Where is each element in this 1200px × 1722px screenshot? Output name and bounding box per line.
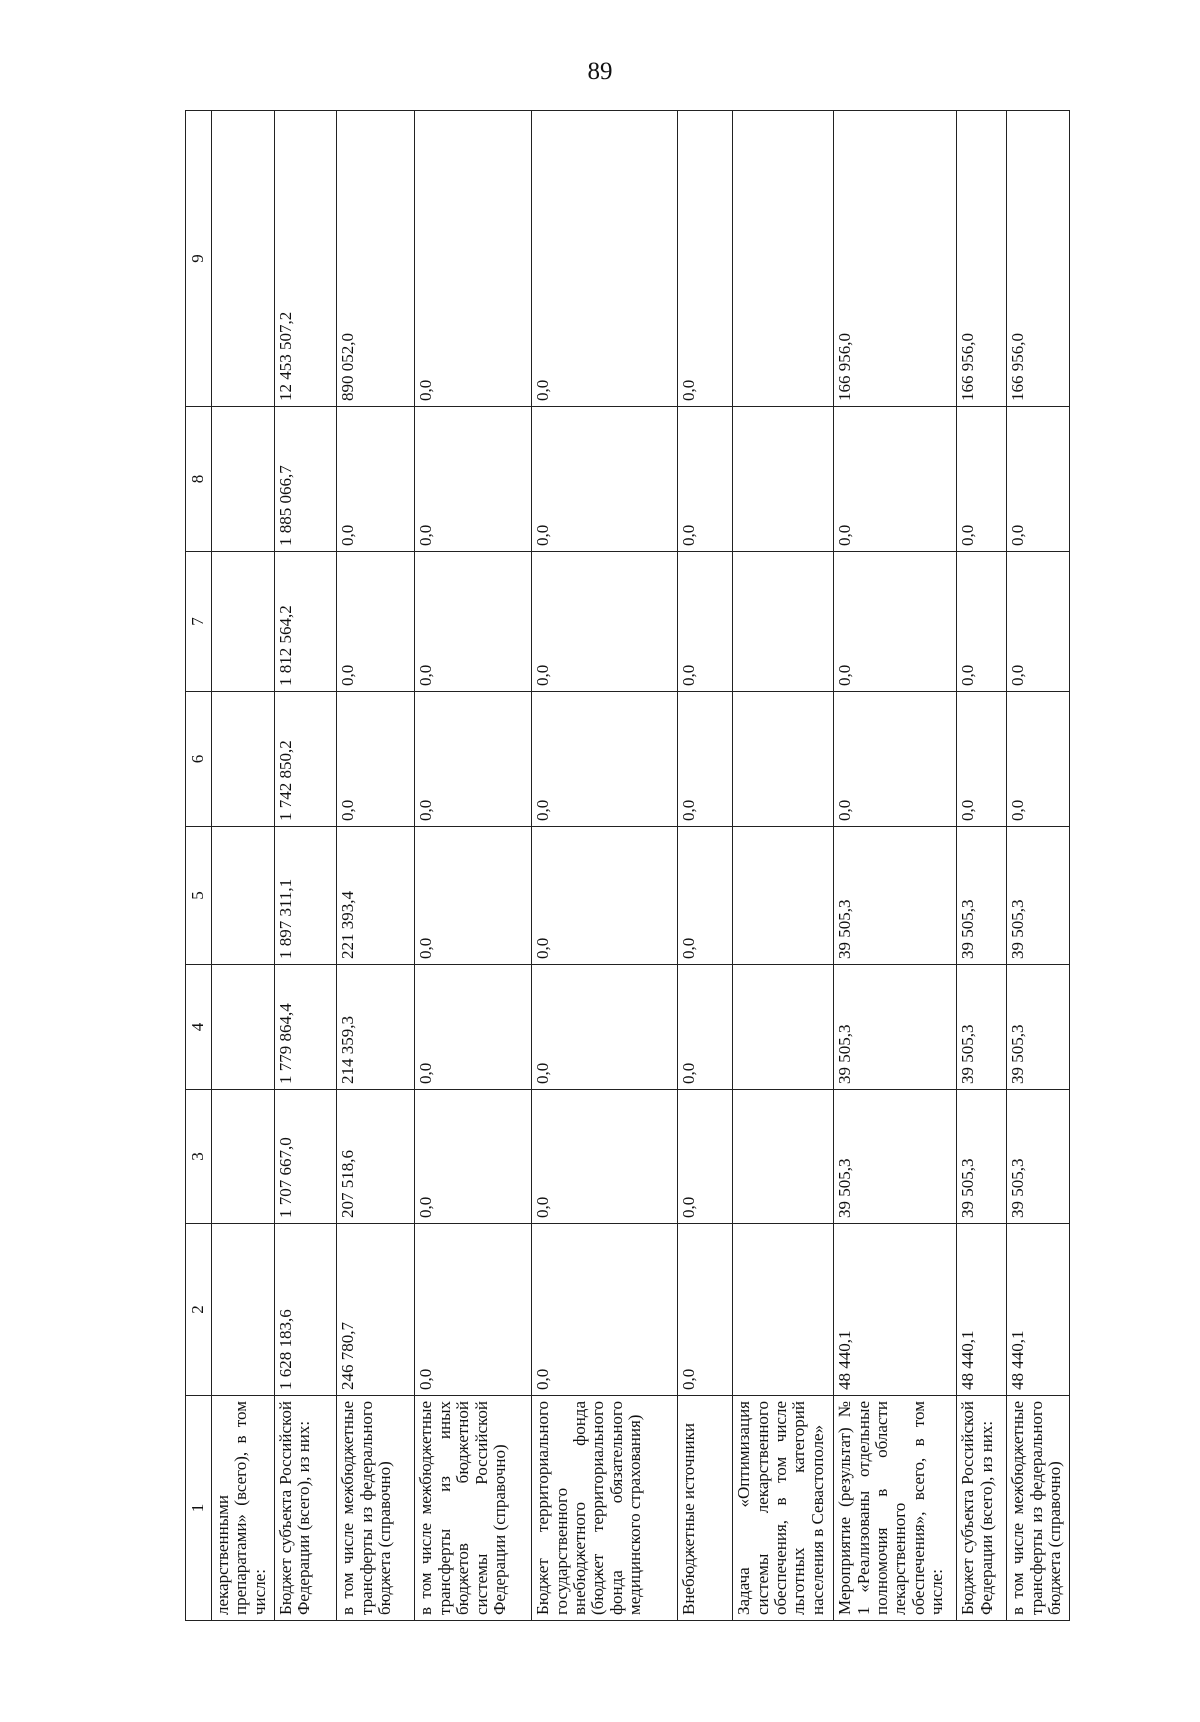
row-label: лекарственными препаратами» (всего), в том числе:	[212, 1396, 275, 1621]
value-cell: 0,0	[678, 111, 733, 407]
value-cell: 0,0	[957, 692, 1007, 827]
value-cell: 0,0	[532, 552, 678, 692]
table-row	[834, 111, 957, 1621]
value-cell: 39 505,3	[1007, 965, 1070, 1090]
header-cell: 2	[186, 1224, 212, 1396]
value-cell: 0,0	[532, 111, 678, 407]
header-cell: 6	[186, 692, 212, 827]
value-cell: 39 505,3	[957, 965, 1007, 1090]
value-cell: 0,0	[337, 407, 415, 552]
value-cell: 0,0	[532, 407, 678, 552]
financing-table	[185, 110, 1070, 1621]
header-cell: 4	[186, 965, 212, 1090]
value-cell	[212, 1090, 275, 1224]
value-cell: 0,0	[415, 1224, 532, 1396]
value-cell: 1 897 311,1	[274, 827, 337, 965]
value-cell: 0,0	[678, 827, 733, 965]
value-cell: 0,0	[532, 827, 678, 965]
value-cell: 0,0	[1007, 692, 1070, 827]
value-cell	[212, 1224, 275, 1396]
row-label: Мероприятие (результат) № 1 «Реализованы отдельные полномочия в области лекарственного обеспечения», всего, в том числе:	[834, 1396, 957, 1621]
value-cell	[733, 692, 834, 827]
row-label: в том числе межбюджетные трансферты из федерального бюджета (справочно)	[1007, 1396, 1070, 1621]
table-row	[1007, 111, 1070, 1621]
value-cell: 0,0	[532, 692, 678, 827]
value-cell: 0,0	[415, 407, 532, 552]
value-cell	[733, 1090, 834, 1224]
header-cell: 9	[186, 111, 212, 407]
value-cell	[212, 111, 275, 407]
header-cell: 1	[186, 1396, 212, 1621]
value-cell	[733, 965, 834, 1090]
value-cell: 0,0	[678, 965, 733, 1090]
value-cell	[733, 1224, 834, 1396]
value-cell: 0,0	[678, 552, 733, 692]
value-cell	[733, 552, 834, 692]
value-cell: 48 440,1	[1007, 1224, 1070, 1396]
value-cell: 39 505,3	[957, 827, 1007, 965]
header-cell: 7	[186, 552, 212, 692]
value-cell: 1 812 564,2	[274, 552, 337, 692]
value-cell	[212, 552, 275, 692]
row-label: Бюджет субъекта Российской Федерации (всего), из них:	[957, 1396, 1007, 1621]
value-cell: 221 393,4	[337, 827, 415, 965]
value-cell: 0,0	[337, 692, 415, 827]
table-row	[678, 111, 733, 1621]
value-cell: 207 518,6	[337, 1090, 415, 1224]
header-cell: 5	[186, 827, 212, 965]
value-cell: 214 359,3	[337, 965, 415, 1090]
value-cell: 0,0	[678, 1224, 733, 1396]
row-label: Задача «Оптимизация системы лекарственного обеспечения, в том числе льготных категорий населения в Севастополе»	[733, 1396, 834, 1621]
header-cell: 3	[186, 1090, 212, 1224]
value-cell	[733, 827, 834, 965]
value-cell: 0,0	[834, 692, 957, 827]
page-number: 89	[587, 58, 613, 85]
value-cell: 0,0	[532, 1224, 678, 1396]
value-cell: 0,0	[957, 552, 1007, 692]
value-cell: 0,0	[532, 965, 678, 1090]
value-cell: 0,0	[678, 407, 733, 552]
row-label: в том числе межбюджетные трансферты из иных бюджетов бюджетной системы Российской Федерации (справочно)	[415, 1396, 532, 1621]
value-cell	[212, 965, 275, 1090]
table-row	[212, 111, 275, 1621]
row-label: Внебюджетные источники	[678, 1396, 733, 1621]
value-cell: 0,0	[834, 407, 957, 552]
value-cell: 0,0	[1007, 407, 1070, 552]
value-cell: 0,0	[337, 552, 415, 692]
value-cell	[212, 692, 275, 827]
value-cell: 39 505,3	[834, 827, 957, 965]
value-cell: 1 628 183,6	[274, 1224, 337, 1396]
value-cell: 0,0	[532, 1090, 678, 1224]
value-cell: 48 440,1	[834, 1224, 957, 1396]
rotated-table-container	[185, 111, 1070, 1621]
value-cell: 166 956,0	[957, 111, 1007, 407]
table-row	[337, 111, 415, 1621]
value-cell: 166 956,0	[1007, 111, 1070, 407]
value-cell: 0,0	[415, 552, 532, 692]
value-cell: 246 780,7	[337, 1224, 415, 1396]
value-cell: 1 779 864,4	[274, 965, 337, 1090]
value-cell: 0,0	[957, 407, 1007, 552]
table-row	[957, 111, 1007, 1621]
value-cell	[733, 407, 834, 552]
value-cell: 1 707 667,0	[274, 1090, 337, 1224]
header-cell: 8	[186, 407, 212, 552]
value-cell: 48 440,1	[957, 1224, 1007, 1396]
row-label: в том числе межбюджетные трансферты из федерального бюджета (справочно)	[337, 1396, 415, 1621]
value-cell: 39 505,3	[834, 1090, 957, 1224]
value-cell: 890 052,0	[337, 111, 415, 407]
value-cell: 0,0	[415, 692, 532, 827]
value-cell: 0,0	[834, 552, 957, 692]
table-row	[733, 111, 834, 1621]
value-cell: 39 505,3	[834, 965, 957, 1090]
value-cell: 0,0	[415, 827, 532, 965]
value-cell	[212, 407, 275, 552]
value-cell: 1 742 850,2	[274, 692, 337, 827]
value-cell: 0,0	[415, 1090, 532, 1224]
row-label: Бюджет субъекта Российской Федерации (всего), из них:	[274, 1396, 337, 1621]
table-row	[415, 111, 532, 1621]
value-cell: 0,0	[415, 111, 532, 407]
header-row	[186, 111, 212, 1621]
value-cell	[212, 827, 275, 965]
value-cell: 39 505,3	[957, 1090, 1007, 1224]
row-label: Бюджет территориального государственного внебюджетного фонда (бюджет территориального фонда обязательного медицинского страхования)	[532, 1396, 678, 1621]
table-row	[274, 111, 337, 1621]
value-cell: 1 885 066,7	[274, 407, 337, 552]
value-cell: 0,0	[1007, 552, 1070, 692]
value-cell: 0,0	[415, 965, 532, 1090]
value-cell: 12 453 507,2	[274, 111, 337, 407]
value-cell: 39 505,3	[1007, 1090, 1070, 1224]
value-cell: 0,0	[678, 692, 733, 827]
value-cell: 0,0	[678, 1090, 733, 1224]
table-row	[532, 111, 678, 1621]
value-cell	[733, 111, 834, 407]
value-cell: 166 956,0	[834, 111, 957, 407]
value-cell: 39 505,3	[1007, 827, 1070, 965]
